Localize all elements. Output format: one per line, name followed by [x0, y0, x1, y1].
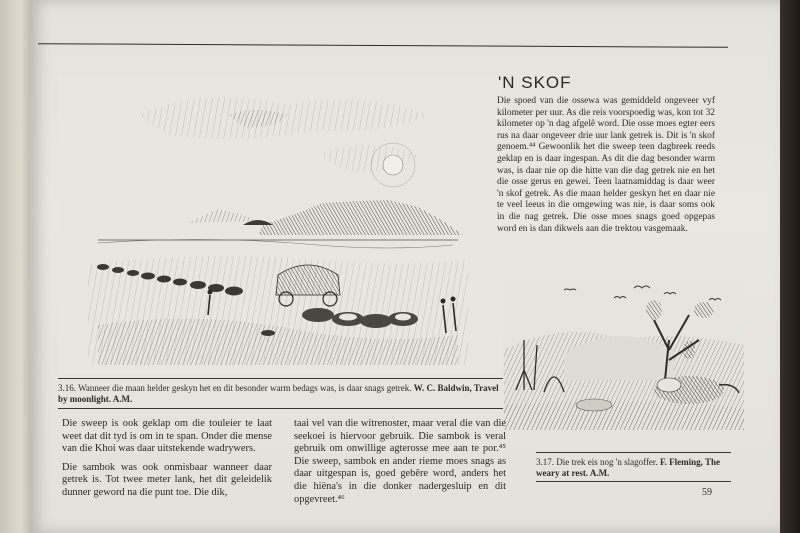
- caption-small: [536, 457, 736, 479]
- caption-main-number: 3.16.: [58, 383, 76, 393]
- book-edge-background: [780, 0, 800, 533]
- caption-rule-main-bottom: [58, 408, 503, 409]
- body-paragraph: Die sweep is ook geklap om die touleier te laat weet dat dit tyd is om in te span. Onder die mense van die Khoi was daar uitstekende wadrywers.: [62, 418, 272, 455]
- caption-rule-small-bottom: [536, 481, 731, 482]
- body-column-2: [294, 418, 506, 512]
- section-title: 'N SKOF: [498, 73, 572, 92]
- caption-small-number: 3.17.: [536, 457, 554, 467]
- illustration-weary-at-rest: [504, 280, 744, 430]
- caption-rule-small: [536, 452, 731, 453]
- section-paragraph: Die spoed van die ossewa was gemiddeld ongeveer vyf kilometer per uur. As die reis voorspoedig was, kon tot 32 kilometer op 'n dag afgelê word. Die osse moes egter eers rus na daar ongeveer drie uur lank getrek is. Dit is 'n skof genoem.⁴⁴ Gewoonlik het die sweep teen dagbreek reeds geklap en is daar ingespan. As dit die dag besonder warm was, is daar nie op die hitte van die dag getrek nie en het die osse gerus en gewei. Teen laatnamiddag is daar weer 'n skof getrek. As die maan helder geskyn het en daar nie te veel leeus in die omgewing was nie, is daar soms ook in die nag getrek. Die osse moes snags goed opgepas word en is dan dikwels aan die trektou vasgemaak.: [497, 96, 715, 234]
- body-paragraph: Die sambok was ook onmisbaar wanneer daar getrek is. Tot twee meter lank, het dit geleidelik dunner geword na die punt toe. Die dik,: [62, 461, 272, 498]
- body-column-1: [62, 418, 272, 506]
- caption-rule-main: [58, 378, 503, 379]
- body-paragraph: taai vel van die witrenoster, maar veral die van die seekoei is hiervoor gebruik. Die sambok is veral gebruik om onwillige agterosse mee aan te por.⁴⁵ Die sweep, sambok en ander rieme moes snags as daar uitgespan is, goed gebêre word, anders het die hiëna's in die donker nadergesluip en dit opgevreet.⁴⁶: [294, 418, 506, 505]
- moonlight-engraving: [58, 75, 503, 375]
- facing-page-edge: [0, 0, 34, 533]
- caption-main: [58, 383, 503, 405]
- illustration-travel-by-moonlight: [58, 75, 503, 375]
- caption-small-credit: F. Fleming, The weary at rest. A.M.: [536, 457, 720, 478]
- caption-main-credit: W. C. Baldwin, Travel by moonlight. A.M.: [58, 383, 499, 404]
- caption-main-text: Wanneer die maan helder geskyn het en dit besonder warm bedags was, is daar snags getrek.: [78, 383, 412, 393]
- weary-at-rest-engraving: [504, 280, 744, 430]
- caption-small-text: Die trek eis nog 'n slagoffer.: [556, 457, 658, 467]
- page-number: 59: [702, 487, 712, 498]
